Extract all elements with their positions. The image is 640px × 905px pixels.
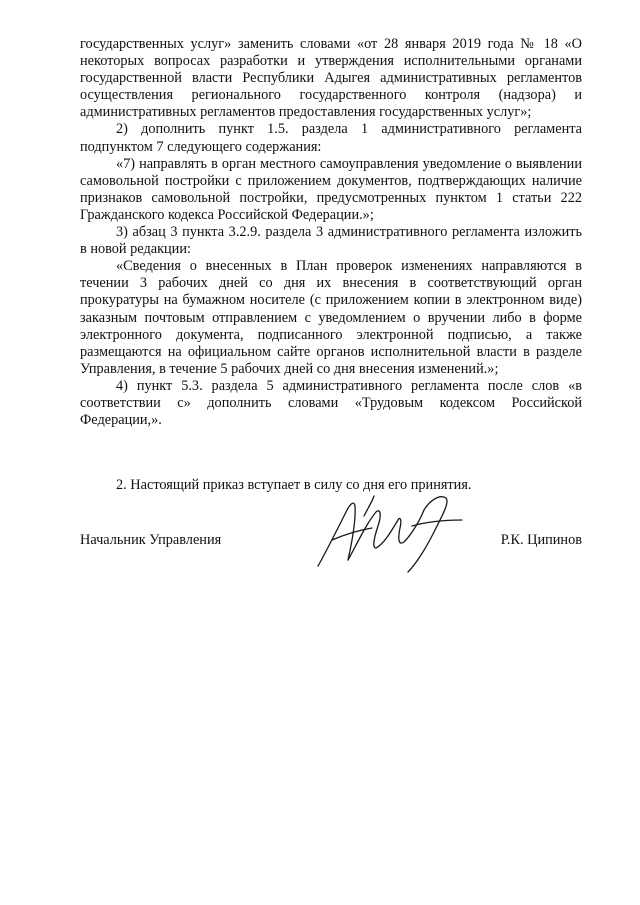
document-body [80, 36, 582, 429]
handwritten-signature [312, 486, 472, 576]
paragraph-quote-item-7: «7) направлять в орган местного самоуправления уведомление о выявлении самовольной постройки с приложением документов, подтверждающих наличие признаков самовольной постройки, предусмотренных пунктом 1 статьи 222 Гражданского кодекса Российской Федерации.»; [80, 155, 582, 223]
signature-block [80, 532, 582, 552]
signatory-name: Р.К. Ципинов [500, 532, 582, 548]
paragraph-item-4: 4) пункт 5.3. раздела 5 административного регламента после слов «в соответствии с» дополнить словами «Трудовым кодексом Российской Федерации,». [80, 377, 582, 429]
entry-into-force-clause: 2. Настоящий приказ вступает в силу со дня его принятия. [116, 477, 472, 494]
paragraph-quote-plan-changes: «Сведения о внесенных в План проверок изменениях направляются в течении 3 рабочих дней со дня их внесения в соответствующий орган прокуратуры на бумажном носителе (с приложением копии в электронном виде) заказным почтовым отправлением с уведомлением о вручении либо в форме электронного документа, подписанного электронной подписью, а также размещаются на официальном сайте органов исполнительной власти в разделе Управления, в течение 5 рабочих дней со дня внесения изменений.»; [80, 258, 582, 377]
paragraph-continuation: государственных услуг» заменить словами «от 28 января 2019 года № 18 «О некоторых вопросах разработки и утверждения исполнительными органами государственной власти Республики Адыгея административных регламентов осуществления регионального государственного контроля (надзора) и административных регламентов предоставления государственных услуг»; [80, 36, 582, 121]
signature-stroke-f [364, 496, 374, 516]
paragraph-item-3: 3) абзац 3 пункта 3.2.9. раздела 3 административного регламента изложить в новой редакции: [80, 224, 582, 258]
signatory-position: Начальник Управления [80, 532, 222, 548]
paragraph-item-2: 2) дополнить пункт 1.5. раздела 1 административного регламента подпунктом 7 следующего содержания: [80, 121, 582, 155]
